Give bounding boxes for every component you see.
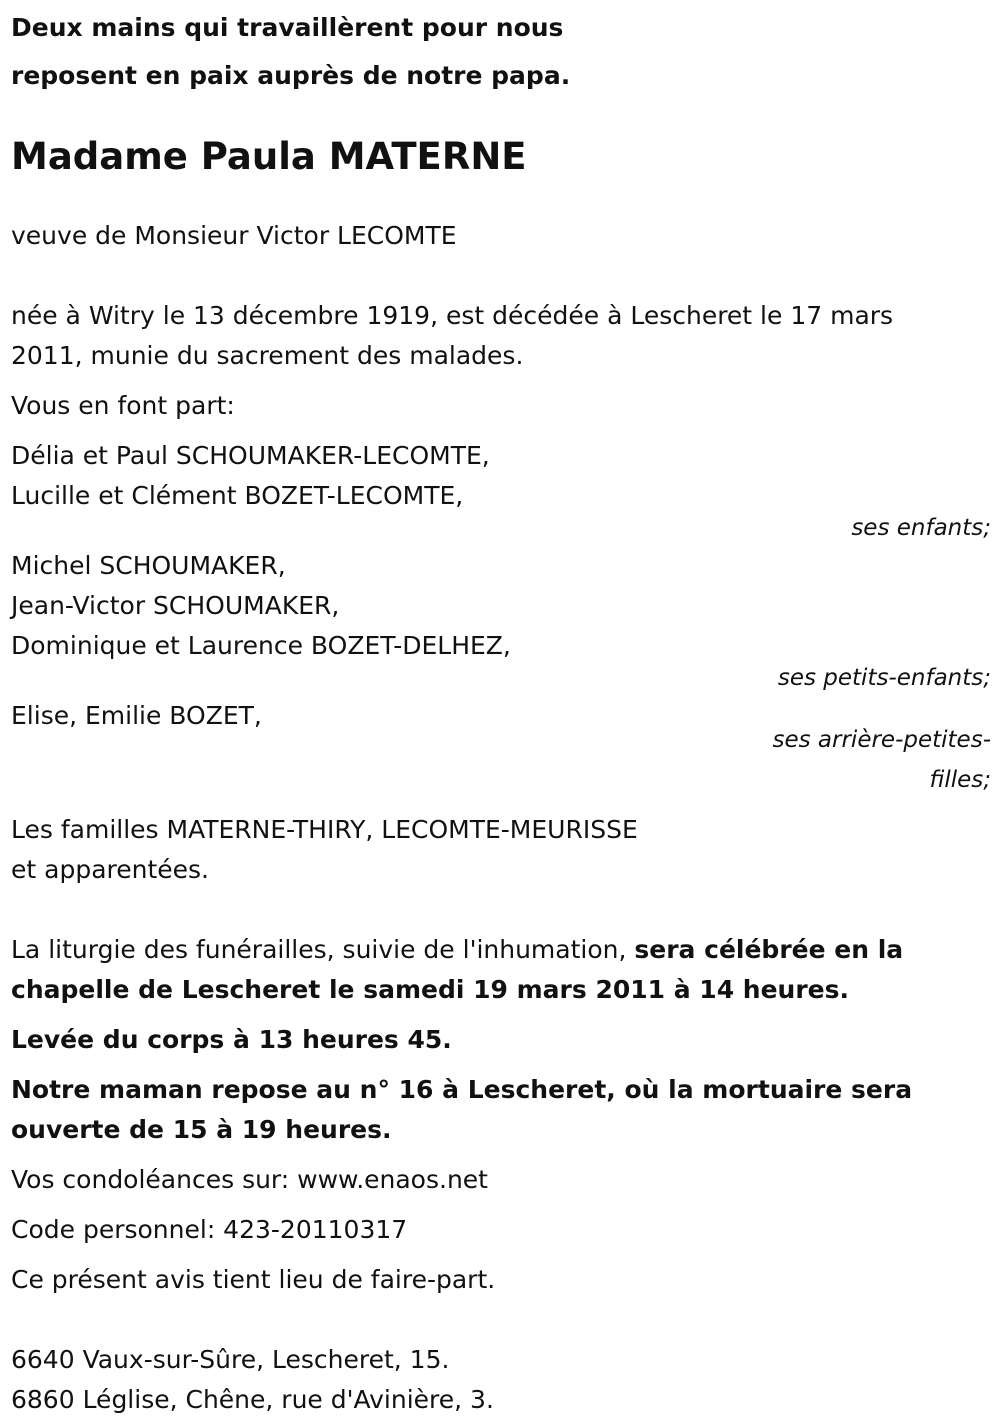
grandchild-name: Dominique et Laurence BOZET-DELHEZ, [11, 631, 511, 660]
great-grandchildren-label: ses arrière-petites-filles; [772, 727, 991, 793]
grandchildren-label: ses petits-enfants; [777, 665, 991, 691]
personal-code: Code personnel: 423-20110317 [11, 1215, 408, 1244]
widow-of: veuve de Monsieur Victor LECOMTE [11, 221, 457, 250]
funeral-info [11, 930, 991, 970]
families-line-2: et apparentées. [11, 855, 209, 884]
funeral-bold-1: sera célébrée en la [634, 935, 904, 964]
great-grandchildren-block [11, 696, 991, 800]
announce: Vous en font part: [11, 391, 235, 420]
birth-line-2: 2011, munie du sacrement des malades. [11, 341, 524, 370]
children-block [11, 436, 991, 548]
repose-line-1: Notre maman repose au n° 16 à Lescheret, où la mortuaire sera [11, 1075, 913, 1104]
birth-line-1: née à Witry le 13 décembre 1919, est décédée à Lescheret le 17 mars [11, 301, 894, 330]
repose-line-2: ouverte de 15 à 19 heures. [11, 1115, 392, 1144]
address-1: 6640 Vaux-sur-Sûre, Lescheret, 15. [11, 1345, 450, 1374]
families-line-1: Les familles MATERNE-THIRY, LECOMTE-MEURISSE [11, 815, 638, 844]
levee-du-corps: Levée du corps à 13 heures 45. [11, 1025, 452, 1054]
children-label: ses enfants; [851, 515, 991, 541]
grandchildren-block [11, 546, 991, 698]
grandchild-name: Jean-Victor SCHOUMAKER, [11, 591, 340, 620]
child-name: Délia et Paul SCHOUMAKER-LECOMTE, [11, 441, 490, 470]
address-2: 6860 Léglise, Chêne, rue d'Avinière, 3. [11, 1385, 494, 1414]
great-grandchild-name: Elise, Emilie BOZET, [11, 701, 262, 730]
intro-line-1: Deux mains qui travaillèrent pour nous [11, 13, 564, 42]
obituary-notice [11, 4, 991, 1420]
notice-statement: Ce présent avis tient lieu de faire-part. [11, 1265, 496, 1294]
child-name: Lucille et Clément BOZET-LECOMTE, [11, 481, 464, 510]
condolences: Vos condoléances sur: www.enaos.net [11, 1165, 488, 1194]
funeral-text: La liturgie des funérailles, suivie de l'inhumation, [11, 935, 635, 964]
funeral-bold-2: chapelle de Lescheret le samedi 19 mars 2011 à 14 heures. [11, 975, 850, 1004]
grandchild-name: Michel SCHOUMAKER, [11, 551, 286, 580]
intro-line-2: reposent en paix auprès de notre papa. [11, 61, 571, 90]
deceased-name: Madame Paula MATERNE [11, 135, 527, 178]
